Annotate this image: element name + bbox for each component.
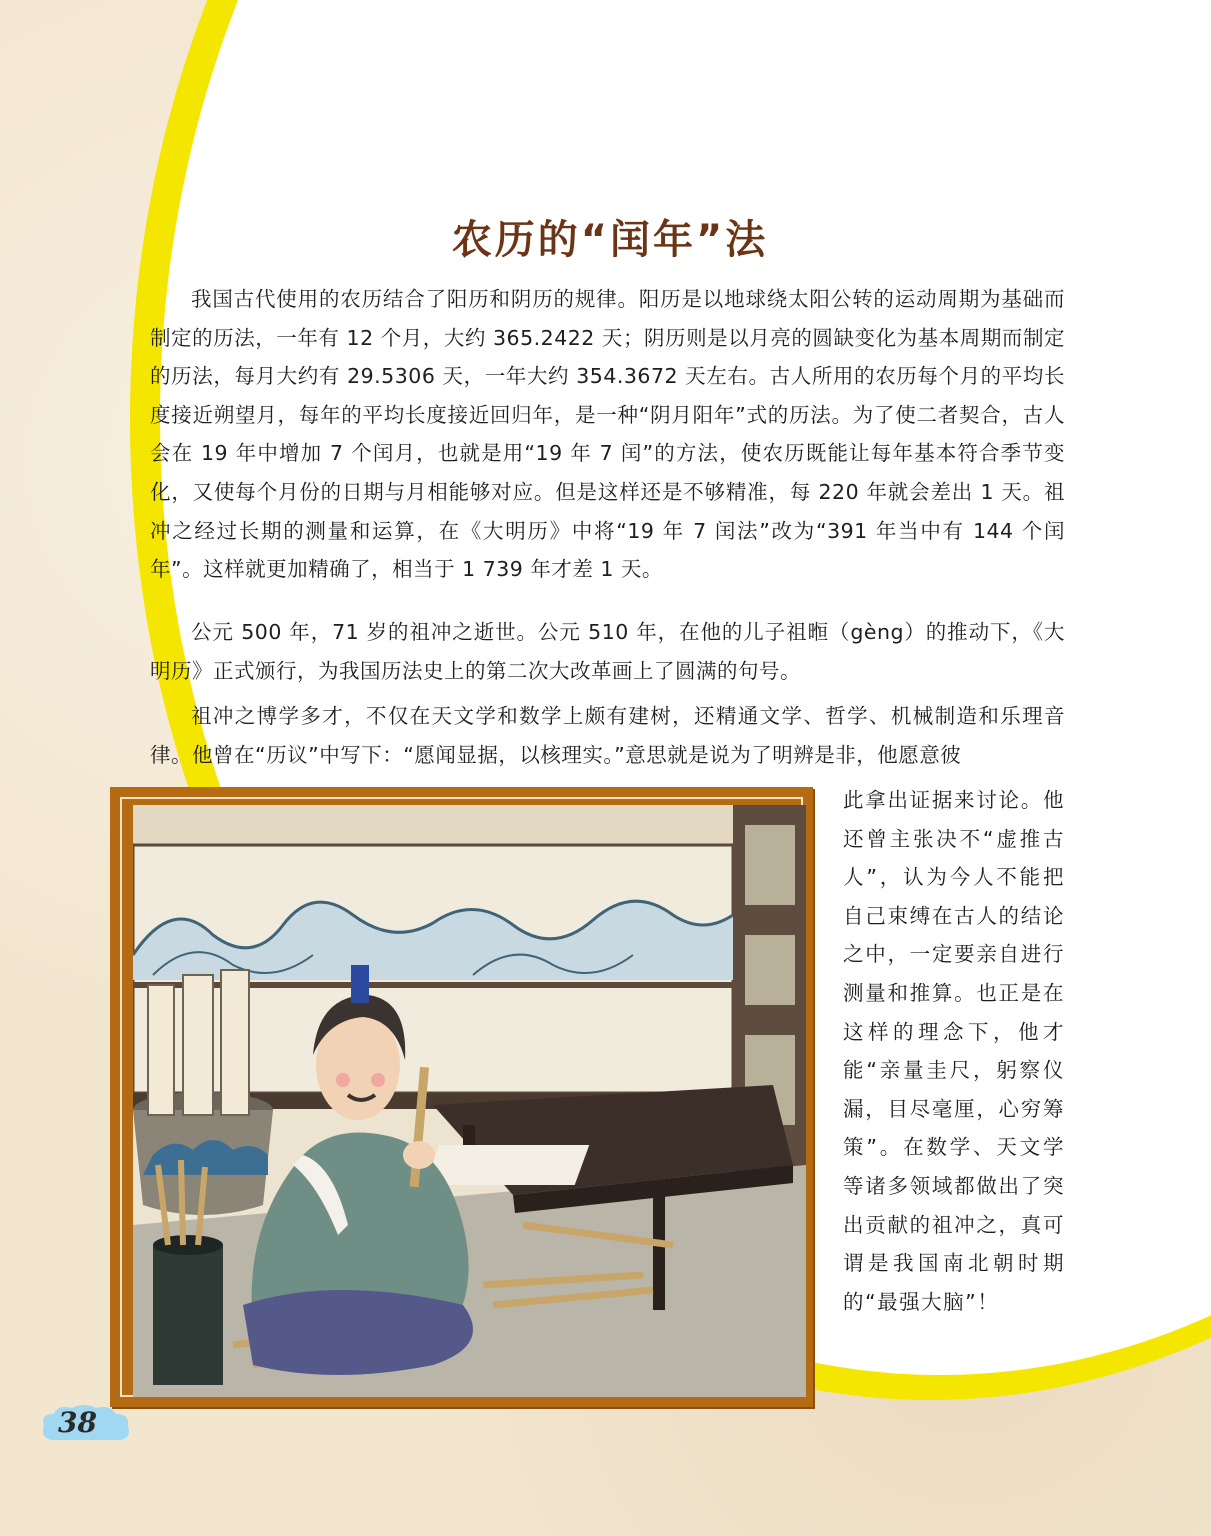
page-title: 农历的“闰年”法 — [451, 217, 769, 263]
paragraph-erudition: 祖冲之博学多才，不仅在天文学和数学上颇有建树，还精通文学、哲学、机械制造和乐理音律。他曾在“历议”中写下：“愿闻显据，以核理实。”意思就是说为了明辨是非，他愿意彼 — [150, 704, 1065, 767]
page-number: 38 — [58, 1406, 97, 1439]
zu-chongzhi-illustration — [133, 805, 806, 1397]
paragraph-daming-calendar: 公元 500 年，71 岁的祖冲之逝世。公元 510 年，在他的儿子祖暅（gèng）的推动下，《大明历》正式颁行，为我国历法史上的第二次大改革画上了圆满的句号。 — [150, 620, 1065, 683]
illustration-frame — [110, 787, 813, 1407]
paragraph-calendar: 我国古代使用的农历结合了阳历和阴历的规律。阳历是以地球绕太阳公转的运动周期为基础而制定的历法，一年有 12 个月，大约 365.2422 天；阴历则是以月亮的圆缺变化为基本周期而制定的历法，每月大约有 29.5306 天，一年大约 354.3672 天左右。古人所用的农历每个月的平均长度接近朔望月，每年的平均长度接近回归年，是一种“阴月阳年”式的历法。为了使二者契合，古人会在 19 年中增加 7 个闰月，也就是用“19 年 7 闰”的方法，使农历既能让每年基本符合季节变化，又使每个月份的日期与月相能够对应。但是这样还是不够精准，每 220 年就会差出 1 天。祖冲之经过长期的测量和运算，在《大明历》中将“19 年 7 闰法”改为“391 年当中有 144 个闰年”。这样就更加精确了，相当于 1 739 年才差 1 天。 — [150, 287, 1065, 582]
paragraph-side-column: 此拿出证据来讨论。他还曾主张决不“虚推古人”，认为今人不能把自己束缚在古人的结论之中，一定要亲自进行测量和推算。也正是在这样的理念下，他才能“亲量圭尺，躬察仪漏，目尽毫厘，心穷筹策”。在数学、天文学等诸多领域都做出了突出贡献的祖冲之，真可谓是我国南北朝时期的“最强大脑”！ — [843, 788, 1065, 1314]
